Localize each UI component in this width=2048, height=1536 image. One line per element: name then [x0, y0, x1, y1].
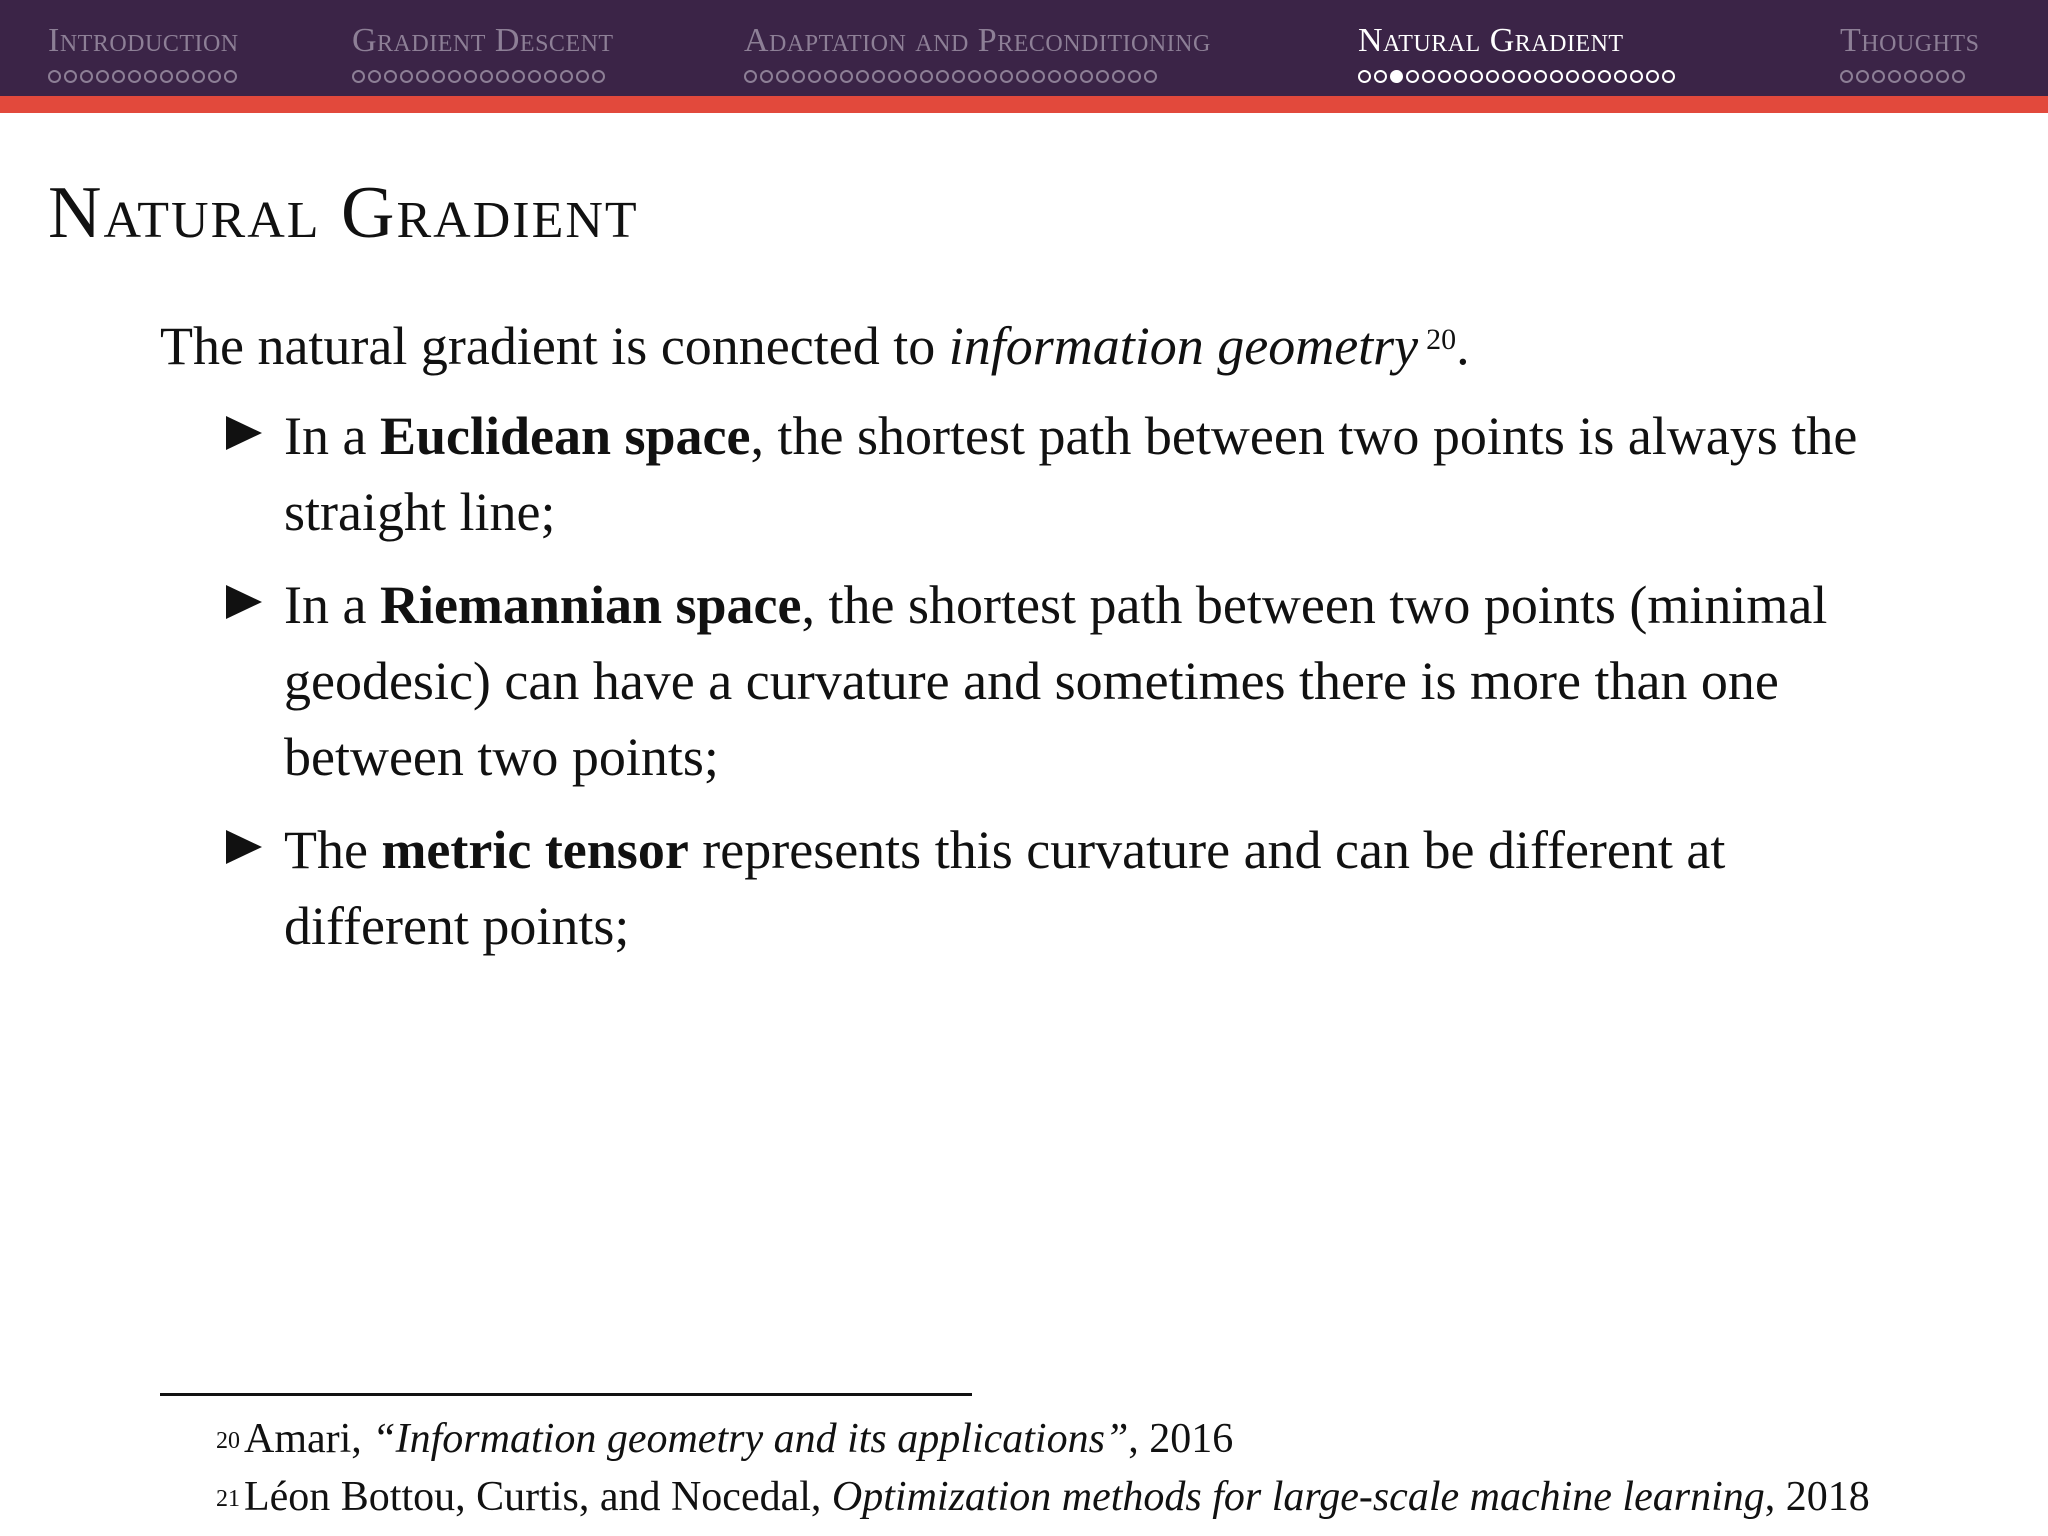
- nav-section-label[interactable]: Gradient Descent: [352, 22, 614, 59]
- slide-dot[interactable]: [160, 70, 173, 83]
- slide-dot[interactable]: [968, 70, 981, 83]
- slide-dot[interactable]: [416, 70, 429, 83]
- slide-dot[interactable]: [80, 70, 93, 83]
- slide-title: Natural Gradient: [48, 172, 639, 254]
- section-navigation-bar: [0, 0, 2048, 96]
- slide-dot[interactable]: [936, 70, 949, 83]
- slide-dot[interactable]: [776, 70, 789, 83]
- slide-dot[interactable]: [1128, 70, 1141, 83]
- slide-progress-dots: [744, 70, 1211, 83]
- slide-dot[interactable]: [1000, 70, 1013, 83]
- slide-dot[interactable]: [368, 70, 381, 83]
- footnote-title: Optimization methods for large-scale machine learning: [831, 1474, 1765, 1520]
- slide-dot[interactable]: [448, 70, 461, 83]
- slide-dot[interactable]: [400, 70, 413, 83]
- nav-section-thoughts[interactable]: [1840, 20, 1979, 83]
- slide-dot[interactable]: [872, 70, 885, 83]
- slide-dot[interactable]: [1422, 70, 1435, 83]
- slide-dot[interactable]: [464, 70, 477, 83]
- nav-section-introduction[interactable]: [48, 20, 239, 83]
- bullet-bold-term: Riemannian space: [379, 575, 802, 635]
- slide-dot[interactable]: [1080, 70, 1093, 83]
- slide-dot[interactable]: [528, 70, 541, 83]
- slide-dot[interactable]: [496, 70, 509, 83]
- footnote-year: , 2018: [1764, 1474, 1870, 1520]
- slide-dot[interactable]: [352, 70, 365, 83]
- navbar-accent-stripe: [0, 96, 2048, 113]
- footnote-number: 20: [216, 1428, 240, 1454]
- footnote-text: Amari,: [244, 1416, 373, 1462]
- nav-section-label[interactable]: Introduction: [48, 22, 239, 59]
- slide-dot[interactable]: [840, 70, 853, 83]
- slide-dot[interactable]: [1406, 70, 1419, 83]
- list-item: [226, 398, 1916, 550]
- slide-dot[interactable]: [1096, 70, 1109, 83]
- slide-dot[interactable]: [576, 70, 589, 83]
- slide-dot[interactable]: [1920, 70, 1933, 83]
- slide-dot[interactable]: [1888, 70, 1901, 83]
- footnotes: [216, 1410, 2016, 1526]
- slide-dot[interactable]: [824, 70, 837, 83]
- slide-dot[interactable]: [224, 70, 237, 83]
- slide-dot[interactable]: [744, 70, 757, 83]
- slide-dot[interactable]: [480, 70, 493, 83]
- slide-dot[interactable]: [1534, 70, 1547, 83]
- slide-dot[interactable]: [760, 70, 773, 83]
- slide-dot[interactable]: [144, 70, 157, 83]
- slide-dot[interactable]: [512, 70, 525, 83]
- intro-paragraph: [160, 308, 1920, 384]
- list-item: [226, 812, 1916, 964]
- bullet-prefix: In a: [284, 575, 380, 635]
- bullet-bold-term: Euclidean space: [379, 406, 751, 466]
- slide-dot[interactable]: [544, 70, 557, 83]
- slide-dot[interactable]: [984, 70, 997, 83]
- nav-section-gradient-descent[interactable]: [352, 20, 614, 83]
- slide-dot[interactable]: [1550, 70, 1563, 83]
- slide-progress-dots: [48, 70, 239, 83]
- slide-dot[interactable]: [1518, 70, 1531, 83]
- slide-dot[interactable]: [1144, 70, 1157, 83]
- slide-dot[interactable]: [192, 70, 205, 83]
- slide-dot[interactable]: [1502, 70, 1515, 83]
- bullet-list: [226, 398, 1916, 981]
- slide-dot[interactable]: [1358, 70, 1371, 83]
- slide-dot[interactable]: [1470, 70, 1483, 83]
- bullet-bold-term: metric tensor: [381, 820, 689, 880]
- slide-dot[interactable]: [1064, 70, 1077, 83]
- footnote-reference[interactable]: 20: [1426, 323, 1457, 356]
- slide-dot[interactable]: [1438, 70, 1451, 83]
- slide-dot[interactable]: [1856, 70, 1869, 83]
- slide-dot[interactable]: [1032, 70, 1045, 83]
- slide-dot[interactable]: [792, 70, 805, 83]
- slide-dot[interactable]: [128, 70, 141, 83]
- footnote-title: “Information geometry and its applications”: [372, 1416, 1129, 1462]
- slide-dot[interactable]: [1872, 70, 1885, 83]
- slide-dot[interactable]: [1112, 70, 1125, 83]
- slide-dot[interactable]: [1582, 70, 1595, 83]
- intro-period: .: [1456, 316, 1470, 376]
- slide-dot[interactable]: [1952, 70, 1965, 83]
- slide-dot[interactable]: [1374, 70, 1387, 83]
- slide-dot[interactable]: [904, 70, 917, 83]
- bullet-text: , the shortest path between two points (minimal geodesic) can have a curvature and sometimes there is more than one between two points;: [284, 575, 1828, 787]
- slide-dot[interactable]: [856, 70, 869, 83]
- triangle-right-icon: [226, 830, 262, 864]
- slide-dot[interactable]: [952, 70, 965, 83]
- nav-section-adaptation-and-preconditioning[interactable]: [744, 20, 1211, 83]
- bullet-prefix: In a: [284, 406, 380, 466]
- slide-progress-dots: [352, 70, 614, 83]
- intro-emphasis: information geometry: [948, 316, 1419, 376]
- slide-dot[interactable]: [1904, 70, 1917, 83]
- slide-dot[interactable]: [1646, 70, 1659, 83]
- slide-dot[interactable]: [1486, 70, 1499, 83]
- nav-section-label[interactable]: Adaptation and Preconditioning: [744, 22, 1211, 59]
- slide-progress-dots: [1358, 70, 1675, 83]
- slide-dot[interactable]: [1048, 70, 1061, 83]
- footnote-number: 21: [216, 1486, 240, 1512]
- bullet-text: represents this curvature and can be different at different points;: [284, 820, 1726, 956]
- footnote-text: Léon Bottou, Curtis, and Nocedal,: [244, 1474, 832, 1520]
- slide-dot[interactable]: [432, 70, 445, 83]
- slide-dot[interactable]: [592, 70, 605, 83]
- slide-dot[interactable]: [1454, 70, 1467, 83]
- triangle-right-icon: [226, 416, 262, 450]
- bullet-prefix: The: [284, 820, 382, 880]
- bullet-text: , the shortest path between two points is always the straight line;: [284, 406, 1858, 542]
- slide-dot[interactable]: [1936, 70, 1949, 83]
- slide-dot[interactable]: [48, 70, 61, 83]
- slide-dot[interactable]: [1630, 70, 1643, 83]
- nav-section-label[interactable]: Thoughts: [1840, 22, 1980, 59]
- slide-dot[interactable]: [920, 70, 933, 83]
- slide-dot[interactable]: [96, 70, 109, 83]
- slide-dot[interactable]: [1662, 70, 1675, 83]
- slide-dot[interactable]: [888, 70, 901, 83]
- footnote-20: [216, 1410, 2016, 1468]
- slide-dot[interactable]: [1016, 70, 1029, 83]
- slide-dot[interactable]: [208, 70, 221, 83]
- slide-dot[interactable]: [1614, 70, 1627, 83]
- slide-dot[interactable]: [1598, 70, 1611, 83]
- footnote-year: , 2016: [1128, 1416, 1234, 1462]
- nav-section-label[interactable]: Natural Gradient: [1358, 22, 1624, 59]
- slide-dot[interactable]: [808, 70, 821, 83]
- slide-dot[interactable]: [176, 70, 189, 83]
- slide-dot[interactable]: [112, 70, 125, 83]
- slide-dot[interactable]: [64, 70, 77, 83]
- triangle-right-icon: [226, 585, 262, 619]
- current-slide-dot[interactable]: [1390, 70, 1403, 83]
- slide-dot[interactable]: [560, 70, 573, 83]
- nav-section-natural-gradient[interactable]: [1358, 20, 1675, 83]
- slide-dot[interactable]: [1840, 70, 1853, 83]
- slide-progress-dots: [1840, 70, 1979, 83]
- intro-text: The natural gradient is connected to: [160, 316, 949, 376]
- slide-dot[interactable]: [384, 70, 397, 83]
- list-item: [226, 567, 1916, 795]
- slide-dot[interactable]: [1566, 70, 1579, 83]
- footnote-divider: [160, 1393, 972, 1396]
- footnote-21: [216, 1468, 2016, 1526]
